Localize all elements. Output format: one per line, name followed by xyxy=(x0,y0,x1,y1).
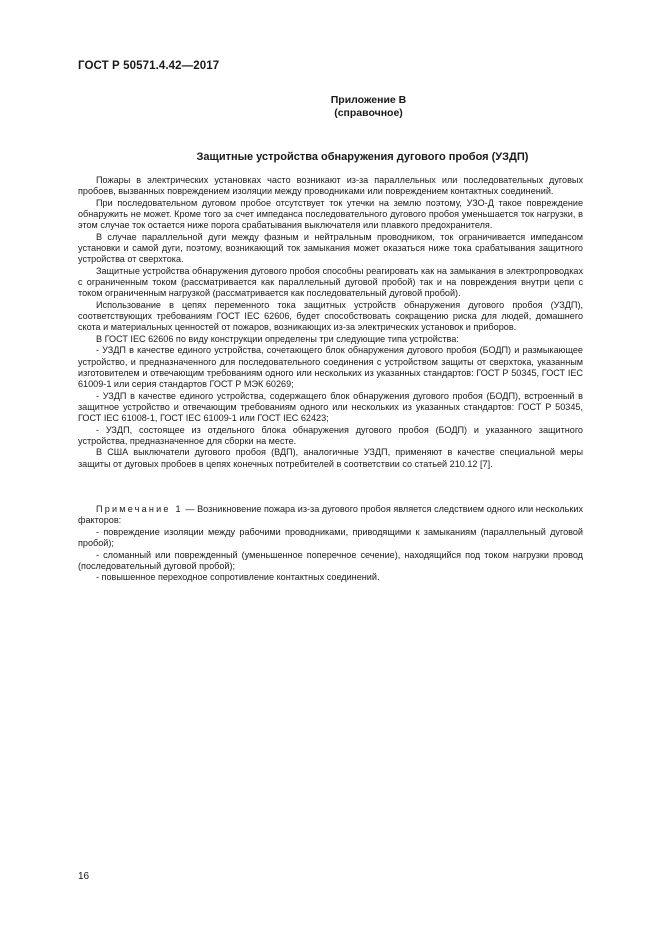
paragraph: Использование в цепях переменного тока защитных устройств обнаружения дугового пробоя (УЗДП), соответствующих требованиям ГОСТ IEC 62606, будет способствовать сокращению риска для людей, домашнего скота и материальных ценностей от пожаров, возникающих из-за электрических установок и приборов. xyxy=(78,299,583,333)
list-item: - УЗДП в качестве единого устройства, содержащего блок обнаружения дугового пробоя (БОДП), встроенный в защитное устройство и отвечающим требованиям одного или нескольких из указанных стандартов: ГОСТ Р 50345, ГОСТ IEC 61008-1, ГОСТ IEC 61009-1 или ГОСТ IEC 62423; xyxy=(78,390,583,423)
note-label: Примечание 1 xyxy=(96,504,183,514)
paragraph: Защитные устройства обнаружения дугового пробоя способны реагировать как на замыкания в электропроводках с ограниченным током (рассматривается как параллельный дуговой пробой) так и на повреждения внутри цепи с током ограниченным нагрузкой (рассматривается как последовательный дуговой пробой). xyxy=(78,265,583,299)
paragraph: В ГОСТ IEC 62606 по виду конструкции определены три следующие типа устройства: xyxy=(96,333,459,344)
annex-title: Приложение В xyxy=(330,94,407,106)
section-title: Защитные устройства обнаружения дугового пробоя (УЗДП) xyxy=(196,151,529,163)
paragraph: В США выключатели дугового пробоя (ВДП), аналогичные УЗДП, применяют в качестве специальной меры защиты от дуговых пробоев в цепях конечных потребителей в соответствии со статьей 210.12 [7]. xyxy=(78,447,583,469)
paragraph: Пожары в электрических установках часто возникают из-за параллельных или последовательных дуговых пробоев, вызванных повреждением изоляции между проводниками или повреждением контактных соединений. xyxy=(78,175,583,197)
note-block xyxy=(78,504,583,584)
note-item: - повышенное переходное сопротивление контактных соединений. xyxy=(96,572,380,583)
annex-heading xyxy=(0,94,661,120)
page-number: 16 xyxy=(78,871,90,882)
list-item: - УЗДП в качестве единого устройства, сочетающего блок обнаружения дугового пробоя (БОДП) и размыкающее устройство, и предназначенного для последовательного соединения с устройством защиты от сверхтока, указанным изготовителем и отвечающим требованиям одного или нескольких из указанных стандартов: ГОСТ Р 50345, ГОСТ IEC 61009-1 или серия стандартов ГОСТ Р МЭК 60269; xyxy=(78,345,583,389)
body-text xyxy=(78,175,583,470)
standard-designation: ГОСТ Р 50571.4.42—2017 xyxy=(78,60,220,72)
note-lead xyxy=(78,504,583,526)
annex-subtitle: (справочное) xyxy=(334,107,403,119)
note-item: - сломанный или поврежденный (уменьшенное поперечное сечение), находящийся под током нагрузки провод (последовательный дуговой пробой); xyxy=(78,549,583,571)
paragraph: При последовательном дуговом пробое отсутствует ток утечки на землю поэтому, УЗО-Д такое повреждение обнаружить не может. Кроме того за счет импеданса последовательного дугового пробоя уменьшается ток нагрузки, в этом случае ток остается ниже порога срабатывания выключателя или плавкого предохранителя. xyxy=(78,197,583,231)
list-item: - УЗДП, состоящее из отдельного блока обнаружения дугового пробоя (БОДП) и указанного защитного устройства, предназначенное для сборки на месте. xyxy=(78,424,583,446)
paragraph: В случае параллельной дуги между фазным и нейтральным проводником, ток ограничивается импедансом установки и самой дуги, поэтому, возникающий ток замыкания может оказаться ниже тока срабатывания защитного устройства от сверхтока. xyxy=(78,231,583,265)
note-lead-text: — Возникновение пожара из-за дугового пробоя является следствием одного или нескольких факторов: xyxy=(78,504,584,526)
note-item: - повреждение изоляции между рабочими проводниками, приводящими к замыканиям (параллельный дуговой пробой); xyxy=(78,526,583,548)
